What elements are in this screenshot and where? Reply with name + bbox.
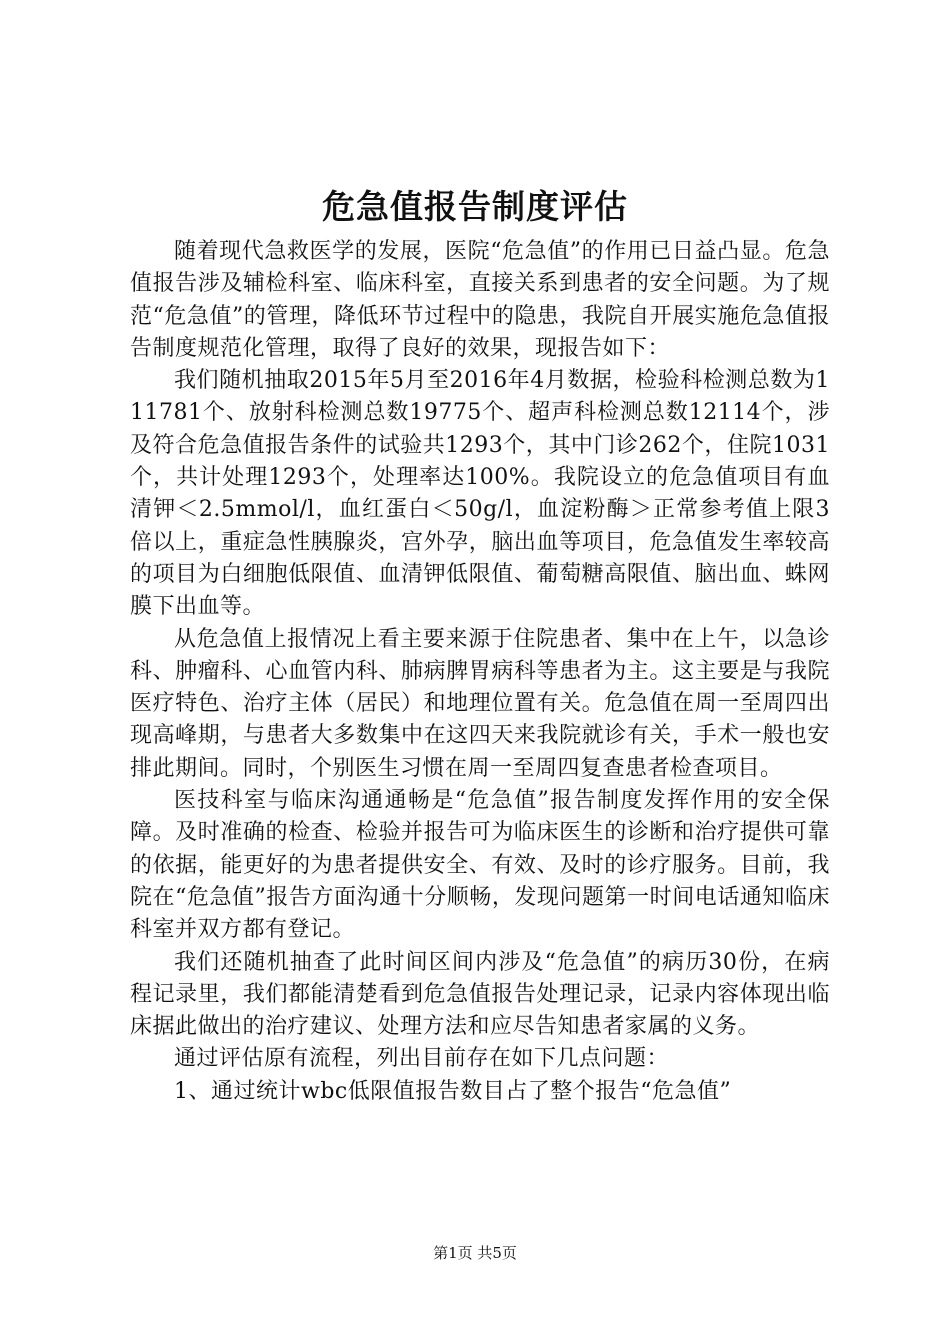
paragraph-statistics: 我们随机抽取2015年5月至2016年4月数据，检验科检测总数为111781个、放射科检测总数19775个、超声科检测总数12114个，涉及符合危急值报告条件的试验共1293个，其中门诊262个，住院1031个，共计处理1293个，处理率达100%。我院设立的危急值项目有血清钾＜2.5mmol/l，血红蛋白＜50g/l，血淀粉酶＞正常参考值上限3倍以上，重症急性胰腺炎，宫外孕，脑出血等项目，危急值发生率较高的项目为白细胞低限值、血清钾低限值、葡萄糖高限值、脑出血、蛛网膜下出血等。 bbox=[130, 368, 830, 620]
paragraph-intro: 随着现代急救医学的发展，医院“危急值”的作用已日益凸显。危急值报告涉及辅检科室、临床科室，直接关系到患者的安全问题。为了规范“危急值”的管理，降低环节过程中的隐患，我院自开展实施危急值报告制度规范化管理，取得了良好的效果，现报告如下： bbox=[130, 239, 830, 361]
paragraph-communication: 医技科室与临床沟通通畅是“危急值”报告制度发挥作用的安全保障。及时准确的检查、检验并报告可为临床医生的诊断和治疗提供可靠的依据，能更好的为患者提供安全、有效、及时的诊疗服务。目前，我院在“危急值”报告方面沟通十分顺畅，发现问题第一时间电话通知临床科室并双方都有登记。 bbox=[130, 788, 830, 943]
page-footer: 第1页 共5页 bbox=[433, 1244, 517, 1262]
paragraph-source-analysis: 从危急值上报情况上看主要来源于住院患者、集中在上午，以急诊科、肿瘤科、心血管内科、肺病脾胃病科等患者为主。这主要是与我院医疗特色、治疗主体（居民）和地理位置有关。危急值在周一至周四出现高峰期，与患者大多数集中在这四天来我院就诊有关，手术一般也安排此期间。同时，个别医生习惯在周一至周四复查患者检查项目。 bbox=[130, 626, 830, 781]
paragraph-record-check: 我们还随机抽查了此时间区间内涉及“危急值”的病历30份，在病程记录里，我们都能清楚看到危急值报告处理记录，记录内容体现出临床据此做出的治疗建议、处理方法和应尽告知患者家属的义务。 bbox=[130, 949, 830, 1040]
paragraph-problems-intro: 通过评估原有流程，列出目前存在如下几点问题： bbox=[174, 1046, 670, 1072]
paragraph-problem-1: 1、通过统计wbc低限值报告数目占了整个报告“危急值” bbox=[174, 1078, 732, 1104]
document-title: 危急值报告制度评估 bbox=[322, 187, 628, 226]
document-body bbox=[130, 236, 830, 1108]
